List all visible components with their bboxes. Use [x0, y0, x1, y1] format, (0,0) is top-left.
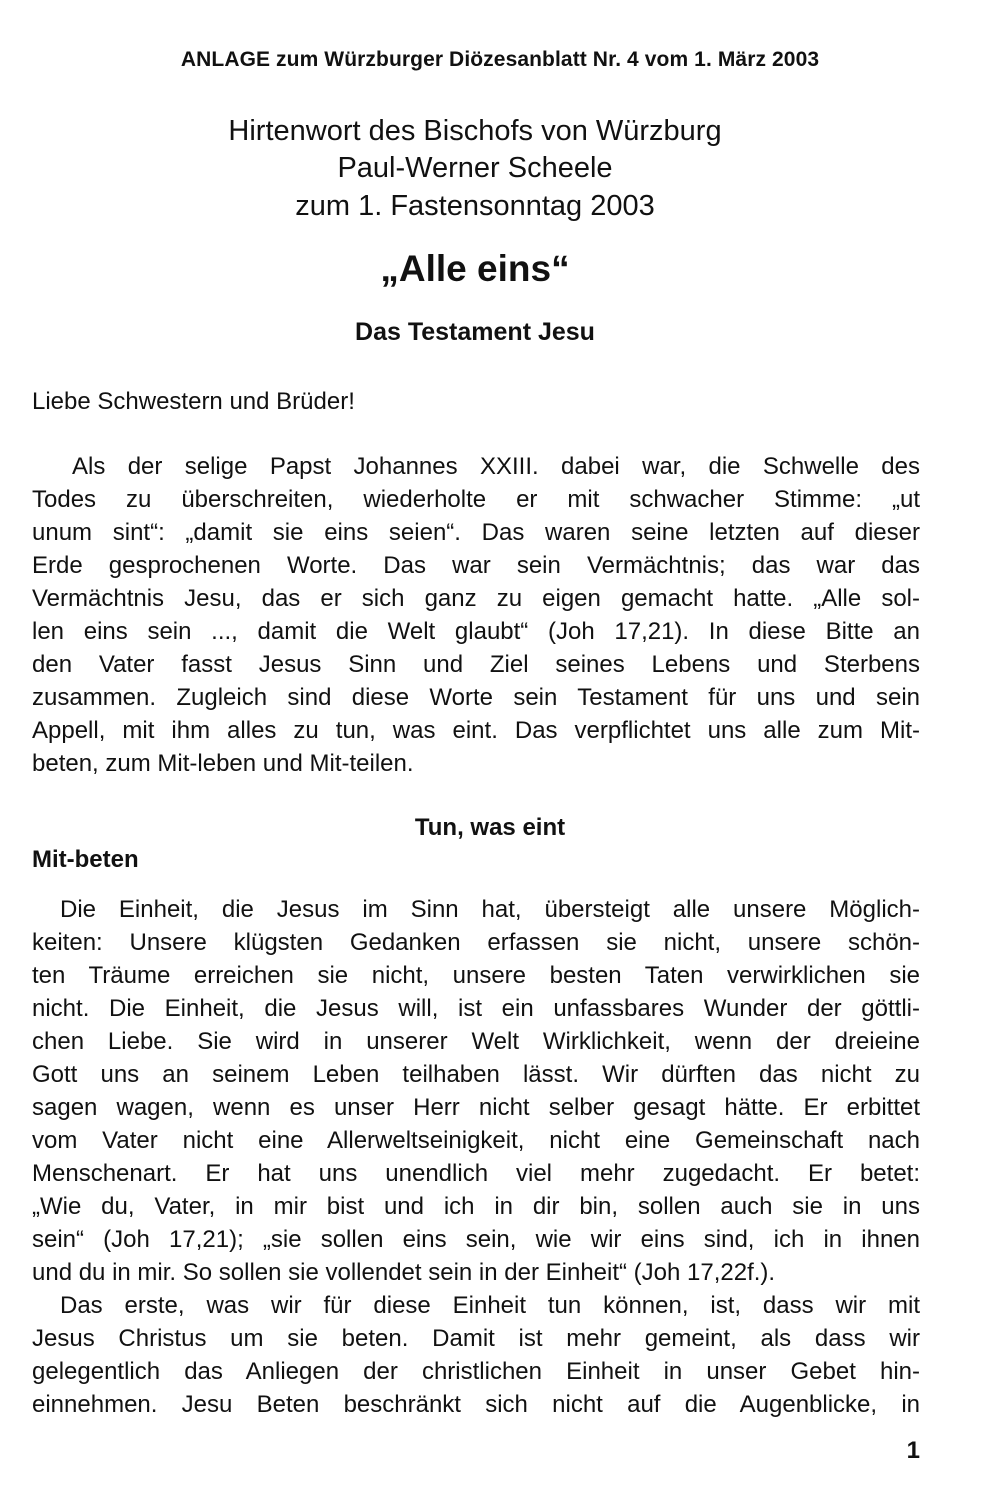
paragraph-line: vom Vater nicht eine Allerweltseinigkeit, nicht eine Gemeinschaft nach [32, 1127, 920, 1154]
occasion-line: zum 1. Fastensonntag 2003 [295, 190, 655, 222]
body-paragraph-3 [32, 1289, 920, 1421]
paragraph-line: Jesus Christus um sie beten. Damit ist mehr gemeint, als dass wir [32, 1325, 920, 1352]
paragraph-line: zusammen. Zugleich sind diese Worte sein Testament für uns und sein [32, 684, 920, 711]
paragraph-line: unum sint“: „damit sie eins seien“. Das waren seine letzten auf dieser [32, 519, 920, 546]
subsection-heading: Mit-beten [32, 846, 139, 873]
bishop-name: Paul-Werner Scheele [337, 152, 613, 184]
paragraph-line: beten, zum Mit-leben und Mit-teilen. [32, 750, 414, 777]
pastoral-letter-title: Hirtenwort des Bischofs von Würzburg [228, 115, 722, 147]
paragraph-line: nicht. Die Einheit, die Jesus will, ist ein unfassbares Wunder der göttli- [32, 995, 920, 1022]
salutation: Liebe Schwestern und Brüder! [32, 388, 355, 415]
paragraph-line: keiten: Unsere klügsten Gedanken erfassen sie nicht, unsere schön- [32, 929, 920, 956]
section-title: Das Testament Jesu [355, 318, 595, 346]
paragraph-line: den Vater fasst Jesus Sinn und Ziel seines Lebens und Sterbens [32, 651, 920, 678]
annex-header: ANLAGE zum Würzburger Diözesanblatt Nr. 4 vom 1. März 2003 [180, 48, 820, 71]
paragraph-line: einnehmen. Jesu Beten beschränkt sich nicht auf die Augenblicke, in [32, 1391, 920, 1418]
paragraph-line: Als der selige Papst Johannes XXIII. dabei war, die Schwelle des [72, 453, 920, 480]
paragraph-line: Menschenart. Er hat uns unendlich viel mehr zugedacht. Er betet: [32, 1160, 920, 1187]
paragraph-line: len eins sein ..., damit die Welt glaubt“ (Joh 17,21). In diese Bitte an [32, 618, 920, 645]
paragraph-line: und du in mir. So sollen sie vollendet sein in der Einheit“ (Joh 17,22f.). [32, 1259, 776, 1286]
paragraph-line: Das erste, was wir für diese Einheit tun können, ist, dass wir mit [60, 1292, 920, 1319]
paragraph-line: Gott uns an seinem Leben teilhaben lässt. Wir dürften das nicht zu [32, 1061, 920, 1088]
paragraph-line: Erde gesprochenen Worte. Das war sein Vermächtnis; das war das [32, 552, 920, 579]
paragraph-line: sagen wagen, wenn es unser Herr nicht selber gesagt hätte. Er erbittet [32, 1094, 920, 1121]
paragraph-line: Todes zu überschreiten, wiederholte er mit schwacher Stimme: „ut [32, 486, 920, 513]
body-paragraph-2 [32, 893, 920, 1289]
section-heading: Tun, was eint [414, 814, 566, 841]
paragraph-line: Appell, mit ihm alles zu tun, was eint. Das verpflichtet uns alle zum Mit- [32, 717, 920, 744]
page-number: 1 [906, 1437, 920, 1464]
paragraph-line: chen Liebe. Sie wird in unserer Welt Wirklichkeit, wenn der dreieine [32, 1028, 920, 1055]
main-title: „Alle eins“ [380, 248, 570, 289]
paragraph-line: „Wie du, Vater, in mir bist und ich in dir bin, sollen auch sie in uns [32, 1193, 920, 1220]
paragraph-line: sein“ (Joh 17,21); „sie sollen eins sein, wie wir eins sind, ich in ihnen [32, 1226, 920, 1253]
paragraph-line: Die Einheit, die Jesus im Sinn hat, übersteigt alle unsere Möglich- [60, 896, 920, 923]
paragraph-line: ten Träume erreichen sie nicht, unsere besten Taten verwirklichen sie [32, 962, 920, 989]
intro-paragraph [32, 450, 920, 780]
paragraph-line: gelegentlich das Anliegen der christlichen Einheit in unser Gebet hin- [32, 1358, 920, 1385]
paragraph-line: Vermächtnis Jesu, das er sich ganz zu eigen gemacht hatte. „Alle sol- [32, 585, 920, 612]
